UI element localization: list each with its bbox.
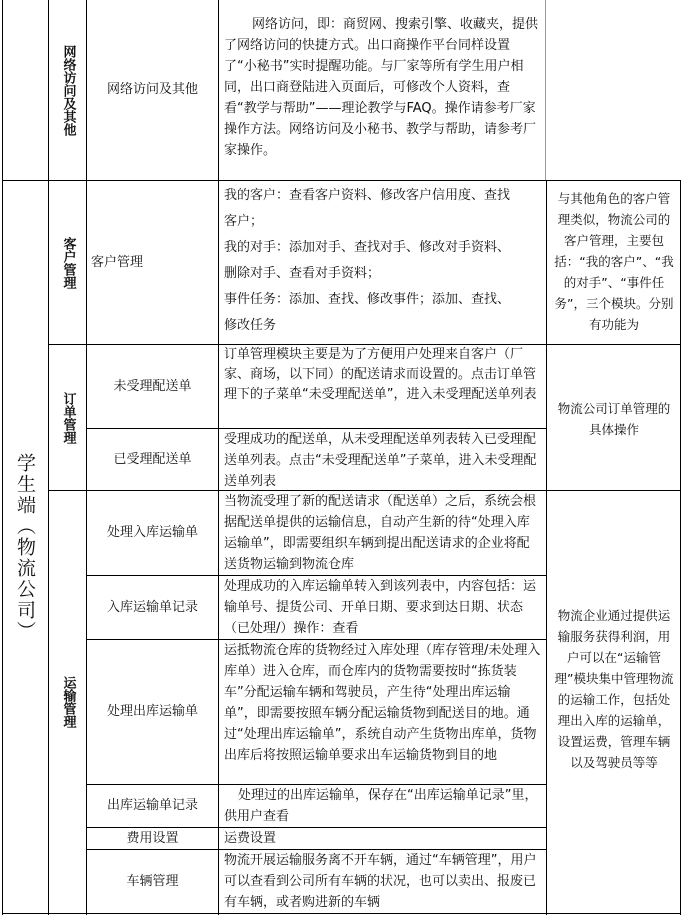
note-order: 物流公司订单管理的具体操作 [557,401,671,437]
item-transport-3: 出库运输单记录 [106,798,198,813]
item-transport-1: 入库运输单记录 [106,599,198,615]
desc-line: 修改任务 [224,318,277,333]
desc-line: 删除对手、查看对手资料； [224,266,381,281]
student-side-label: 学生端（物流公司） [14,452,36,642]
table-line [48,0,49,915]
desc-customer [224,183,544,339]
desc-transport-4: 运费设置 [224,831,277,846]
table-line [218,0,219,915]
item-transport-5: 车辆管理 [126,873,179,889]
desc-transport-3: 处理过的出库运输单，保存在“出库运输单记录”里，供用户查看 [224,788,538,824]
desc-network: 网络访问，即：商贸网、搜索引擎、收藏夹，提供了网络访问的快捷方式。出口商操作平台同样设置了“小秘书”实时提醒功能。与厂家等所有学生用户相同，出口商登陆进入页面后，可修改个人资料，查看“教学与帮助”——理论教学与FAQ。操作请参考厂家操作方法。网络访问及小秘书、教学与帮助，请参考厂家操作。 [224,17,539,158]
item-order-1: 已受理配送单 [113,451,192,467]
group-order: 订单管理 [60,391,76,444]
desc-transport-0: 当物流受理了新的配送请求（配送单）之后，系统会根据配送单提供的运输信息，自动产生新的待“处理入库运输单”，即需要组织车辆到提出配送请求的企业将配送货物运输到物流仓库 [224,494,537,572]
desc-order-1: 受理成功的配送单，从未受理配送单列表转入已受理配送单列表。点击“未受理配送单”子菜单，进入未受理配送单列表 [224,432,537,489]
item-network: 网络访问及其他 [106,82,198,97]
group-transport: 运输管理 [60,676,76,728]
group-network: 网络访问及其他 [60,44,76,136]
desc-line: 我的对手：添加对手、查找对手、修改对手资料、 [224,240,511,255]
table-line [545,0,546,180]
desc-transport-5: 物流开展运输服务离不开车辆，通过“车辆管理”，用户可以查看到公司所有车辆的状况，也可以卖出、报废已有车辆，或者购进新的车辆 [224,853,537,910]
table-border-bottom [2,913,681,914]
desc-order-0: 订单管理模块主要是为了方便用户处理来自客户（厂家、商场，以下同）的配送请求而设置的。点击订单管理下的子菜单“未受理配送单”，进入未受理配送单列表 [224,347,537,402]
item-order-0: 未受理配送单 [113,378,192,394]
desc-line: 我的客户：查看客户资料、修改客户信用度、查找 [224,188,511,203]
desc-transport-1: 处理成功的入库运输单转入到该列表中，内容包括：运输单号、提货公司、开单日期、要求到达日期、状态（已处理/）操作：查看 [224,579,537,636]
table-line [546,180,547,915]
desc-transport-2: 运抵物流仓库的货物经过入库处理（库存管理/未处理入库单）进入仓库，而仓库内的货物需要按时“拣货装车”分配运输车辆和驾驶员，产生待“处理出库运输单”，即需要按照车辆分配运输货物到配送目的地。通过“处理出库运输单”，系统自动产生货物出库单，货物出库后将按照运输单要求出车运输货物到目的地 [224,643,541,763]
note-transport: 物流企业通过提供运输服务获得利润，用户可以在“运输管理”模块集中管理物流的运输工作，包括处理出入库的运输单，设置运费，管理车辆以及驾驶员等等 [554,608,674,770]
item-customer: 客户管理 [91,254,144,270]
item-transport-0: 处理入库运输单 [106,525,198,540]
desc-line: 客户； [224,214,264,229]
note-customer: 与其他角色的客户管理类似，物流公司的客户管理，主要包括：“我的客户”、“我的对手”、“事件任务”，三个模块。分别有功能为 [554,191,674,332]
desc-line: 事件任务：添加、查找、修改事件；添加、查找、 [224,292,511,307]
table-border-right [680,180,681,915]
item-transport-4: 费用设置 [126,830,179,846]
group-customer: 客户管理 [60,236,76,289]
item-transport-2: 处理出库运输单 [106,704,198,719]
